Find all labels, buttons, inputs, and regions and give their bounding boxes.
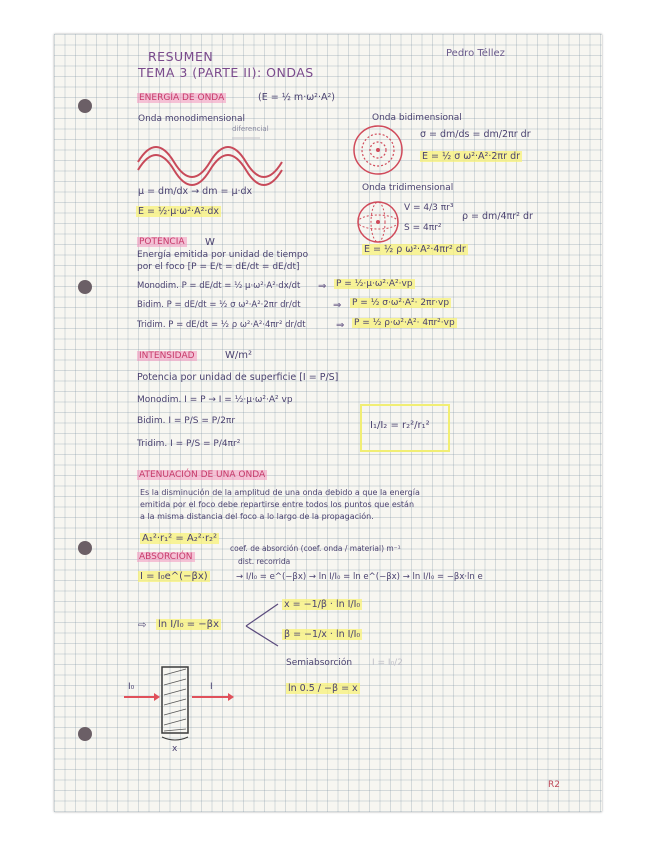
e-mono-formula: E = ½·μ·ω²·A²·dx bbox=[138, 206, 220, 217]
potencia-bidi: Bidim. P = dE/dt = ½ σ ω²·A²·2πr dr/dt bbox=[137, 300, 301, 310]
label-i0: I₀ bbox=[128, 682, 135, 692]
mu-formula: μ = dm/dx → dm = μ·dx bbox=[138, 186, 253, 197]
rho-formula: ρ = dm/4πr² dr bbox=[462, 211, 533, 222]
intensity-ratio: I₁/I₂ = r₂²/r₁² bbox=[370, 420, 430, 431]
tri-label: Onda tridimensional bbox=[362, 183, 454, 193]
potencia-def-line1: Energía emitida por unidad de tiempo bbox=[137, 250, 309, 260]
binder-hole bbox=[78, 280, 92, 294]
bidi-label: Onda bidimensional bbox=[372, 113, 462, 123]
potencia-bidi-result: P = ½ σ·ω²·A²· 2πr·vp bbox=[352, 298, 450, 308]
label-x: x bbox=[172, 744, 178, 754]
branch-arrows bbox=[244, 600, 284, 650]
diferencial-label: diferencial bbox=[232, 125, 269, 133]
intensidad-tri: Tridim. I = P/S = P/4πr² bbox=[137, 439, 241, 449]
semiabsorcion-result: ln 0.5 / −β = x bbox=[288, 683, 358, 694]
sphere-drawing bbox=[356, 200, 406, 250]
potencia-def-line2: por el foco [P = E/t = dE/dt = dE/dt] bbox=[137, 262, 300, 272]
intensidad-heading: INTENSIDAD bbox=[139, 351, 195, 361]
ln-arrow: ⇨ bbox=[138, 620, 147, 631]
atenuacion-text-3: a la misma distancia del foco a lo largo de la propagación. bbox=[140, 512, 374, 521]
label-i: I bbox=[210, 682, 213, 692]
potencia-tri-result: P = ½ ρ·ω²·A²· 4πr²·vp bbox=[354, 318, 455, 328]
absorcion-heading: ABSORCIÓN bbox=[139, 552, 193, 562]
ln-formula: ln I/I₀ = −βx bbox=[158, 619, 219, 630]
absorcion-main-formula: I = I₀e^(−βx) bbox=[140, 571, 208, 582]
resumen-title: RESUMEN bbox=[148, 49, 214, 64]
intensidad-unit: W/m² bbox=[225, 350, 253, 361]
mono-label: Onda monodimensional bbox=[138, 114, 245, 124]
arrow-3: ⇒ bbox=[336, 320, 345, 331]
absorcion-dist-note: dist. recorrida bbox=[238, 557, 291, 566]
absorber-diagram bbox=[120, 665, 240, 745]
absorcion-coef-note: coef. de absorción (coef. onda / material) m⁻¹ bbox=[230, 544, 401, 553]
potencia-heading: POTENCIA bbox=[139, 237, 185, 247]
absorcion-chain: → I/I₀ = e^(−βx) → ln I/I₀ = ln e^(−βx) → ln I/I₀ = −βx·ln e bbox=[236, 572, 483, 582]
potencia-tri: Tridim. P = dE/dt = ½ ρ ω²·A²·4πr² dr/dt bbox=[137, 320, 306, 330]
author-name: Pedro Téllez bbox=[446, 48, 505, 59]
arrow-1: ⇒ bbox=[318, 281, 327, 292]
intensidad-mono: Monodim. I = P → I = ½·μ·ω²·A² vp bbox=[137, 395, 293, 405]
page-number: R2 bbox=[548, 780, 560, 790]
binder-hole bbox=[78, 727, 92, 741]
energia-formula: (E = ½ m·ω²·A²) bbox=[258, 92, 336, 103]
x-formula: x = −1/β · ln I/I₀ bbox=[284, 599, 361, 610]
sigma-formula: σ = dm/ds = dm/2πr dr bbox=[420, 129, 531, 140]
s-formula: S = 4πr² bbox=[404, 223, 442, 233]
e-tri-formula: E = ½ ρ ω²·A²·4πr² dr bbox=[364, 244, 466, 255]
concentric-circles-drawing bbox=[352, 124, 412, 184]
atenuacion-formula: A₁²·r₁² = A₂²·r₂² bbox=[142, 533, 218, 544]
potencia-mono-result: P = ½·μ·ω²·A²·vp bbox=[336, 279, 413, 289]
atenuacion-text-2: emitida por el foco debe repartirse entre todos los puntos que están bbox=[140, 500, 415, 509]
semiabsorcion-label: Semiabsorción bbox=[286, 658, 353, 668]
potencia-unit: W bbox=[205, 237, 215, 248]
beta-formula: β = −1/x · ln I/I₀ bbox=[284, 629, 361, 640]
arrow-2: ⇒ bbox=[333, 300, 342, 311]
semiabsorcion-formula: I = I₀/2 bbox=[372, 658, 403, 668]
binder-hole bbox=[78, 541, 92, 555]
intensidad-bidi: Bidim. I = P/S = P/2πr bbox=[137, 416, 236, 426]
atenuacion-text-1: Es la disminución de la amplitud de una onda debido a que la energía bbox=[140, 488, 420, 497]
tema-title: TEMA 3 (PARTE II): ONDAS bbox=[138, 65, 314, 80]
sine-wave-drawing bbox=[136, 132, 286, 182]
potencia-mono: Monodim. P = dE/dt = ½ μ·ω²·A²·dx/dt bbox=[137, 281, 301, 291]
energia-heading: ENERGÍA DE ONDA bbox=[139, 93, 225, 103]
intensidad-def: Potencia por unidad de superficie [I = P/S] bbox=[137, 372, 339, 383]
v-formula: V = 4/3 πr³ bbox=[404, 203, 454, 213]
e-bidi-formula: E = ½ σ ω²·A²·2πr dr bbox=[422, 151, 521, 162]
atenuacion-heading: ATENUACIÓN DE UNA ONDA bbox=[139, 470, 266, 480]
binder-hole bbox=[78, 99, 92, 113]
